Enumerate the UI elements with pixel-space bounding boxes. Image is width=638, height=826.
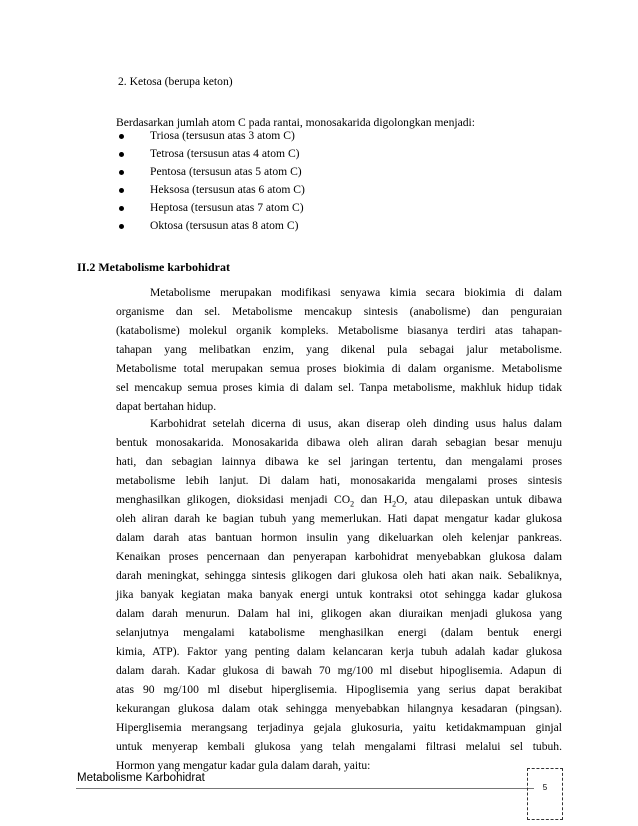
- monosaccharide-list: [116, 127, 305, 235]
- paragraph-line: atas 90 mg/100 ml disebut hiperglisemia. Hipoglisemia yang serius dapat berakibat: [116, 683, 562, 696]
- bullet-icon: [119, 152, 124, 157]
- bullet-icon: [119, 188, 124, 193]
- paragraph-line: organisme dan sel. Metabolisme mencakup sintesis (anabolisme) dan penguraian: [116, 305, 562, 318]
- paragraph-line: bentuk monosakarida. Monosakarida dibawa oleh aliran darah sebagian besar menuju: [116, 436, 562, 449]
- paragraph-line: Kenaikan proses pencernaan dan penyerapan karbohidrat menyebabkan glukosa dalam: [116, 550, 562, 563]
- list-item-text: Heksosa (tersusun atas 6 atom C): [150, 183, 305, 196]
- paragraph-line: dalam darah menurun. Dalam hal ini, glikogen akan diuraikan menjadi glukosa yang: [116, 607, 562, 620]
- formula-text: menghasilkan glikogen, dioksidasi menjadi CO: [116, 493, 351, 506]
- list-item: [116, 127, 305, 145]
- paragraph-line: Hormon yang mengatur kadar gula dalam darah, yaitu:: [116, 759, 371, 772]
- section-heading: II.2 Metabolisme karbohidrat: [77, 260, 230, 274]
- paragraph-line: metabolisme lebih lanjut. Di dalam hati, monosakarida mengalami proses sintesis: [116, 474, 562, 487]
- paragraph-line: selanjutnya mengalami katabolisme menghasilkan energi (dalam bentuk energi: [116, 626, 562, 639]
- paragraph-line: jika banyak kegiatan maka banyak energi untuk kontraksi otot sehingga kadar glukosa: [116, 588, 562, 601]
- list-item-text: Triosa (tersusun atas 3 atom C): [150, 129, 295, 142]
- paragraph-line: hati, dan sebagian lainnya dibawa ke sel jaringan tertentu, dan mengalami proses: [116, 455, 562, 468]
- intro-sentence: Berdasarkan jumlah atom C pada rantai, monosakarida digolongkan menjadi:: [116, 116, 475, 129]
- bullet-icon: [119, 134, 124, 139]
- list-item-text: Tetrosa (tersusun atas 4 atom C): [150, 147, 300, 160]
- paragraph-line: Metabolisme total merupakan semua proses biokimia di dalam organisme. Metabolisme: [116, 362, 562, 375]
- list-item-text: Pentosa (tersusun atas 5 atom C): [150, 165, 302, 178]
- paragraph-line: dapat bertahan hidup.: [116, 400, 217, 413]
- page-number: 5: [542, 783, 548, 792]
- footer-title: Metabolisme Karbohidrat: [77, 772, 205, 784]
- list-item-text: Oktosa (tersusun atas 8 atom C): [150, 219, 299, 232]
- paragraph-line: tahapan yang melibatkan enzim, yang dikenal pula sebagai jalur metabolisme.: [116, 343, 562, 356]
- paragraph-line: kekurangan glukosa dalam otak sehingga menyebabkan hilangnya kesadaran (pingsan).: [116, 702, 562, 715]
- paragraph-line-formula: [116, 490, 562, 509]
- paragraph-line: kimia, ATP). Faktor yang penting dalam kelancaran kerja tubuh adalah kadar glukosa: [116, 645, 562, 658]
- page-number-box: [527, 768, 563, 820]
- paragraph-line: untuk menyerap kembali glukosa yang telah mengalami filtrasi melalui sel tubuh.: [116, 740, 562, 753]
- paragraph-line: Hiperglisemia merangsang terjadinya gejala glukosuria, yaitu ketidakmampuan ginjal: [116, 721, 562, 734]
- paragraph-line: (katabolisme) molekul organik kompleks. Metabolisme biasanya terdiri atas tahapan-: [116, 324, 562, 337]
- bullet-icon: [119, 224, 124, 229]
- formula-text: O, atau dilepaskan untuk dibawa: [396, 493, 562, 506]
- list-item: [116, 199, 305, 217]
- list-item: [116, 181, 305, 199]
- list-item: [116, 145, 305, 163]
- paragraph-line: sel mencakup semua proses kimia di dalam sel. Tanpa metabolisme, makhluk hidup tidak: [116, 381, 562, 394]
- bullet-icon: [119, 206, 124, 211]
- subscript: 2: [392, 499, 397, 509]
- paragraph-line: Karbohidrat setelah dicerna di usus, akan diserap oleh dinding usus halus dalam: [150, 417, 562, 430]
- footer-divider: [76, 788, 534, 789]
- list-item: [116, 163, 305, 181]
- paragraph-line: oleh aliran darah ke bagian tubuh yang memerlukan. Hati dapat mengatur kadar glukosa: [116, 512, 562, 525]
- list-item-ketosa: 2. Ketosa (berupa keton): [118, 75, 233, 88]
- paragraph-line: darah meningkat, sehingga sintesis glikogen dari glukosa oleh hati akan naik. Sebaliknya,: [116, 569, 562, 582]
- paragraph-metabolisme: [116, 283, 562, 416]
- paragraph-line: dalam darah. Kadar glukosa di bawah 70 mg/100 ml disebut hipoglisemia. Adapun di: [116, 664, 562, 677]
- paragraph-line: dalam darah atas bantuan hormon insulin yang dikeluarkan oleh kelenjar pankreas.: [116, 531, 562, 544]
- bullet-icon: [119, 170, 124, 175]
- list-item: [116, 217, 305, 235]
- list-item-text: Heptosa (tersusun atas 7 atom C): [150, 201, 304, 214]
- paragraph-line: Metabolisme merupakan modifikasi senyawa kimia secara biokimia di dalam: [150, 286, 562, 299]
- paragraph-karbohidrat: [116, 414, 562, 775]
- formula-text: dan H: [354, 493, 393, 506]
- subscript: 2: [350, 499, 355, 509]
